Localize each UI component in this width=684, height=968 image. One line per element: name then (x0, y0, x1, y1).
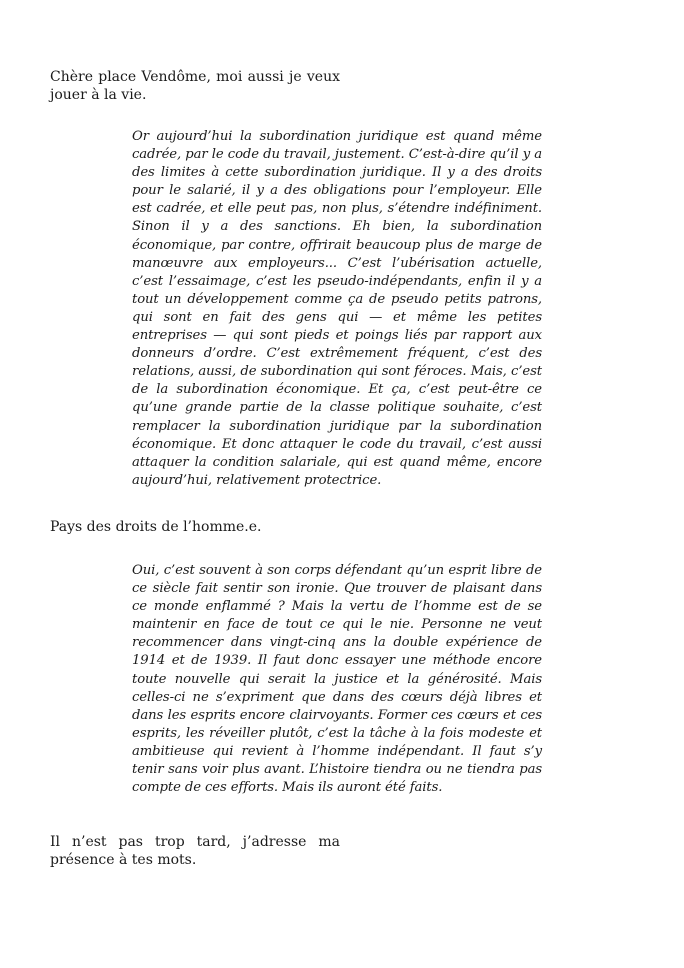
closing-paragraph: Il n’est pas trop tard, j’adresse ma présence à tes mots. (50, 834, 340, 868)
block-quote-subordination: Or aujourd’hui la subordination juridique est quand même cadrée, par le code du travail, justement. C’est-à-dire qu’il y a des limites à cette subordination juridique. Il y a des droits pour le salarié, il y a des obligations pour l’employeur. Elle est cadrée, et elle peut pas, non plus, s’étendre indéfiniment. Sinon il y a des sanctions. Eh bien, la subordination économique, par contre, offrirait beaucoup plus de marge de manœuvre aux employeurs... C’est l’ubérisation actuelle, c’est l’essaimage, c’est les pseudo-indépendants, enfin il y a tout un développement comme ça de pseudo petits patrons, qui sont en fait des gens qui — et même les petites entreprises — qui sont pieds et poings liés par rapport aux donneurs d’ordre. C’est extrêmement fréquent, c’est des relations, aussi, de subordination qui sont féroces. Mais, c’est de la subordination économique. Et ça, c’est peut-être ce qu’une grande partie de la classe politique souhaite, c’est remplacer la subordination juridique par la subordination économique. Et donc attaquer le code du travail, c’est aussi attaquer la condition salariale, qui est quand même, encore aujourd’hui, relativement protectrice. (132, 129, 542, 488)
block-quote-camus: Oui, c’est souvent à son corps défendant qu’un esprit libre de ce siècle fait sentir son ironie. Que trouver de plaisant dans ce monde enflammé ? Mais la vertu de l’homme est de se maintenir en face de tout ce qui le nie. Personne ne veut recommencer dans vingt-cinq ans la double expérience de 1914 et de 1939. Il faut donc essayer une méthode encore toute nouvelle qui serait la justice et la générosité. Mais celles-ci ne s’expriment que dans des cœurs déjà libres et dans les esprits encore clairvoyants. Former ces cœurs et ces esprits, les réveiller plutôt, c’est la tâche à la fois modeste et ambitieuse qui revient à l’homme indépendant. Il faut s’y tenir sans voir plus avant. L’histoire tiendra ou ne tiendra pas compte de ces efforts. Mais ils auront été faits. (132, 563, 542, 796)
middle-paragraph: Pays des droits de l’homme.e. (50, 519, 262, 535)
intro-paragraph: Chère place Vendôme, moi aussi je veux jouer à la vie. (50, 69, 340, 103)
